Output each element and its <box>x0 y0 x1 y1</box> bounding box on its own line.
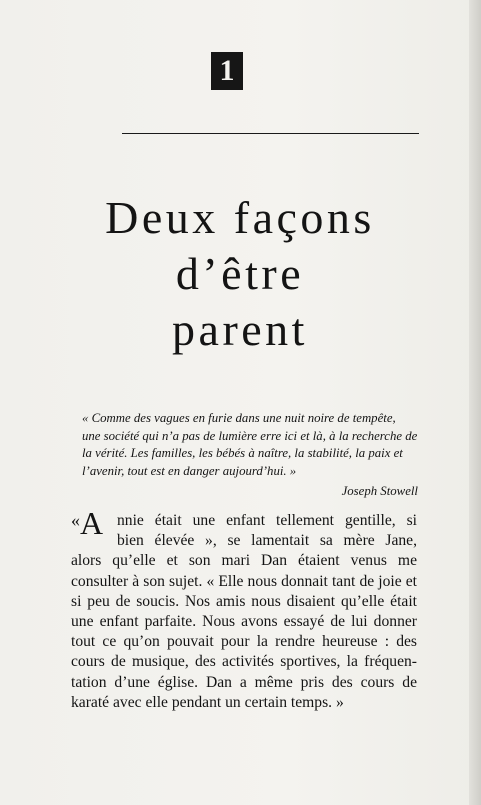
body-line: nnie était une enfant tellement gentille, si <box>117 512 417 529</box>
chapter-rule <box>122 133 419 134</box>
body-line: alors qu’elle et son mari Dan étaient venus me <box>71 552 417 570</box>
body-line: tation d’une église. Dan a même pris des cours de <box>71 673 417 691</box>
body-line: cours de musique, des activités sportives, la fréquen- <box>71 653 417 671</box>
title-line: Deux façons <box>105 192 375 243</box>
body-line: consulter à son sujet. « Elle nous donnait tant de joie et <box>71 572 417 590</box>
epigraph <box>82 410 416 480</box>
body-line: une enfant parfaite. Nous avons essayé de lui donner <box>71 613 417 631</box>
page-edge <box>469 0 481 805</box>
body-line: karaté avec elle pendant un certain temps. » <box>71 693 344 711</box>
title-line: parent <box>172 304 308 355</box>
open-quote: « <box>71 510 80 530</box>
epigraph-line: « Comme des vagues en furie dans une nuit noire de tempête, <box>82 411 396 425</box>
body-line: bien élevée », se lamentait sa mère Jane, <box>117 532 417 550</box>
drop-cap-letter: A <box>80 505 104 541</box>
title-line: d’être <box>175 248 305 299</box>
body-paragraph <box>71 511 417 713</box>
body-line: si peu de soucis. Nos amis nous disaient qu’elle était <box>71 592 417 610</box>
epigraph-line: l’avenir, tout est en danger aujourd’hui. » <box>82 463 297 478</box>
chapter-title <box>60 190 420 358</box>
body-line: tout ce qu’on pouvait pour la rendre heureuse : des <box>71 633 417 651</box>
epigraph-line: la vérité. Les familles, les bébés à naître, la stabilité, la paix et <box>82 446 403 460</box>
epigraph-attribution: Joseph Stowell <box>341 484 418 498</box>
epigraph-line: une société qui n’a pas de lumière erre ici et là, à la recherche de <box>82 428 418 443</box>
chapter-number: 1 <box>211 52 243 90</box>
